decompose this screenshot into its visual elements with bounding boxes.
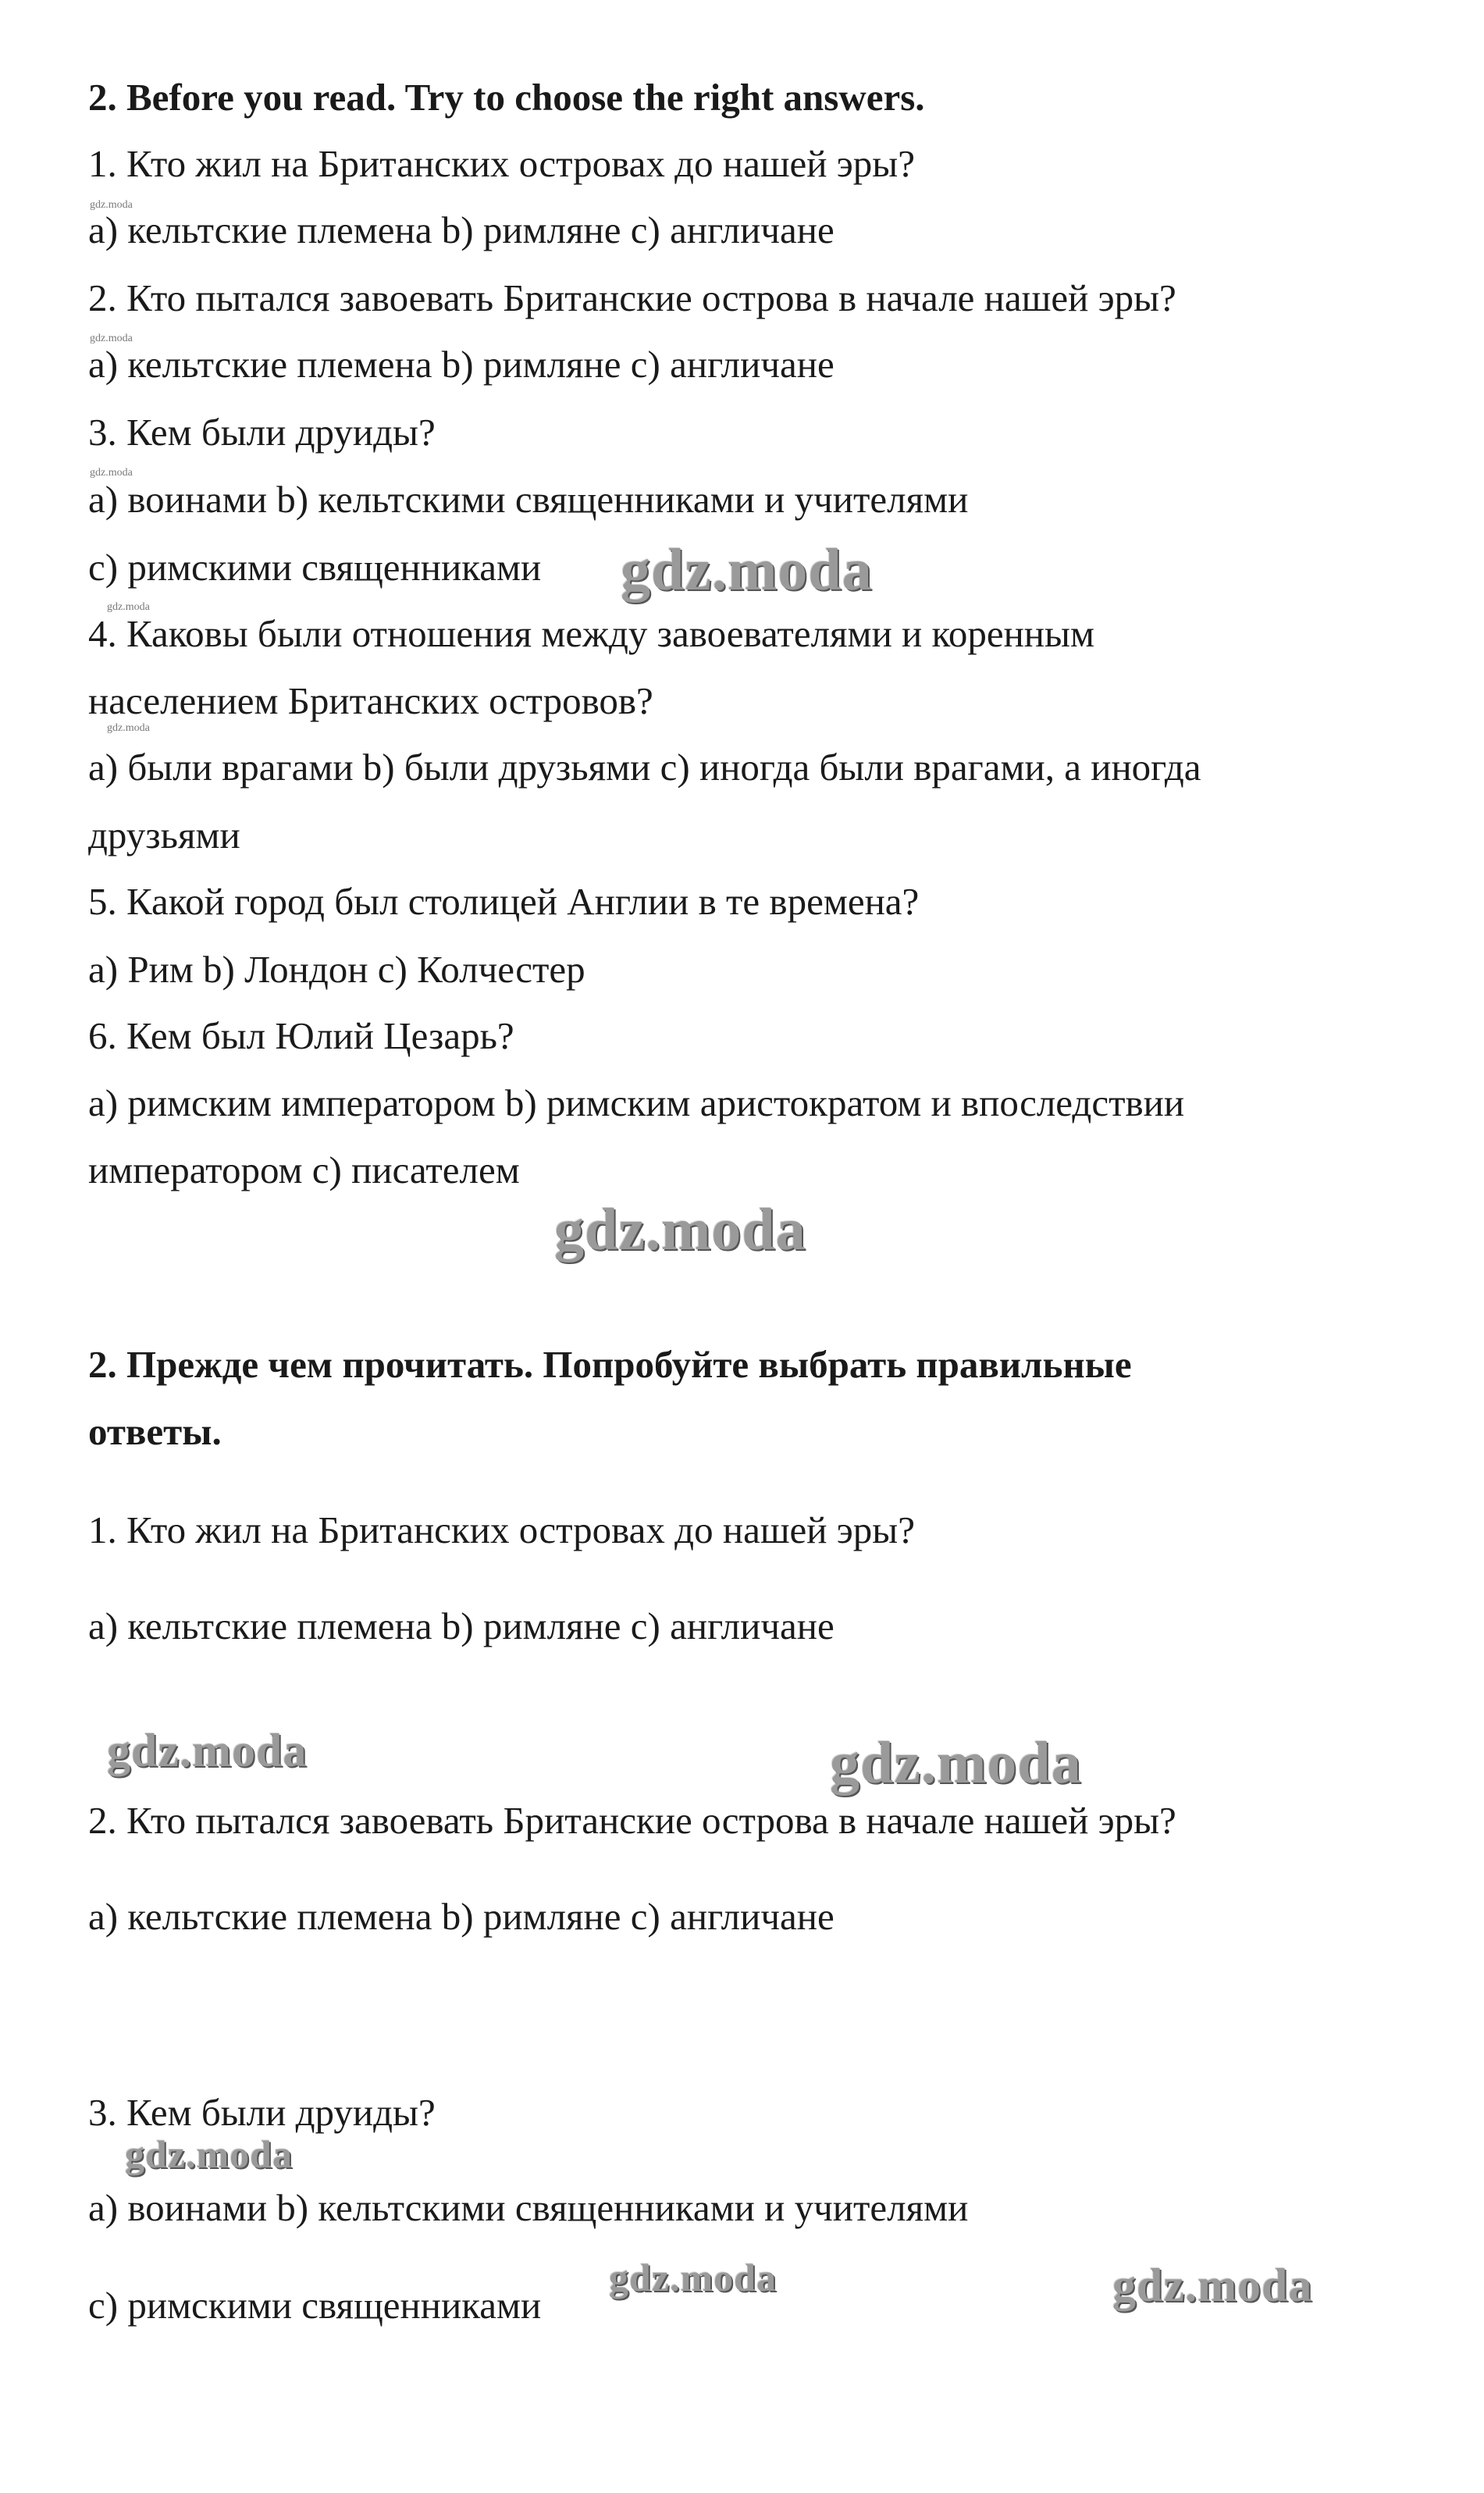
question-4-line-1: 4. Каковы были отношения между завоевателями и коренным: [88, 612, 1094, 655]
question-5: 5. Какой город был столицей Англии в те времена?: [88, 880, 920, 923]
section-heading-line-1: 2. Прежде чем прочитать. Попробуйте выбрать правильные: [88, 1343, 1132, 1386]
question-1: 1. Кто жил на Британских островах до нашей эры?: [88, 1508, 915, 1551]
watermark-large: gdz.moda: [830, 1730, 1082, 1796]
watermark-small-bold: gdz.moda: [125, 2132, 293, 2176]
question-3: 3. Кем были друиды?: [88, 2091, 436, 2134]
watermark-large: gdz.moda: [621, 537, 873, 603]
watermark-small: gdz.moda: [90, 333, 133, 344]
question-1: 1. Кто жил на Британских островах до нашей эры?: [88, 142, 915, 185]
watermark-medium: gdz.moda: [1112, 2260, 1313, 2311]
question-3: 3. Кем были друиды?: [88, 411, 436, 454]
watermark-small: gdz.moda: [90, 467, 133, 479]
answer-2: a) кельтские племена b) римляне c) англичане: [88, 1895, 835, 1938]
watermark-medium: gdz.moda: [107, 1725, 308, 1776]
answer-3-line-1: a) воинами b) кельтскими священниками и учителями: [88, 2186, 969, 2229]
question-4-line-2: населением Британских островов?: [88, 679, 653, 722]
section-heading-line-2: ответы.: [88, 1410, 222, 1453]
answer-3-line-2: c) римскими священниками: [88, 2284, 542, 2327]
question-6: 6. Кем был Юлий Цезарь?: [88, 1014, 514, 1057]
answer-4-line-1: a) были врагами b) были друзьями c) иногда были врагами, а иногда: [88, 746, 1201, 789]
answer-1: a) кельтские племена b) римляне c) англичане: [88, 1604, 835, 1647]
watermark-small: gdz.moda: [107, 601, 150, 613]
answer-2: a) кельтские племена b) римляне c) англичане: [88, 343, 835, 386]
watermark-small-bold: gdz.moda: [609, 2256, 777, 2299]
watermark-large: gdz.moda: [554, 1197, 806, 1263]
watermark-small: gdz.moda: [107, 722, 150, 734]
answer-3-line-1: a) воинами b) кельтскими священниками и учителями: [88, 478, 969, 521]
answer-4-line-2: друзьями: [88, 814, 240, 857]
question-2: 2. Кто пытался завоевать Британские острова в начале нашей эры?: [88, 1799, 1176, 1842]
section-heading: 2. Before you read. Try to choose the right answers.: [88, 76, 925, 119]
question-2: 2. Кто пытался завоевать Британские острова в начале нашей эры?: [88, 276, 1176, 319]
answer-5: a) Рим b) Лондон c) Колчестер: [88, 948, 585, 991]
answer-6-line-1: a) римским императором b) римским аристократом и впоследствии: [88, 1081, 1185, 1124]
answer-3-line-2: c) римскими священниками: [88, 546, 542, 589]
watermark-small: gdz.moda: [90, 199, 133, 211]
answer-1: a) кельтские племена b) римляне c) англичане: [88, 208, 835, 251]
answer-6-line-2: императором c) писателем: [88, 1149, 520, 1191]
